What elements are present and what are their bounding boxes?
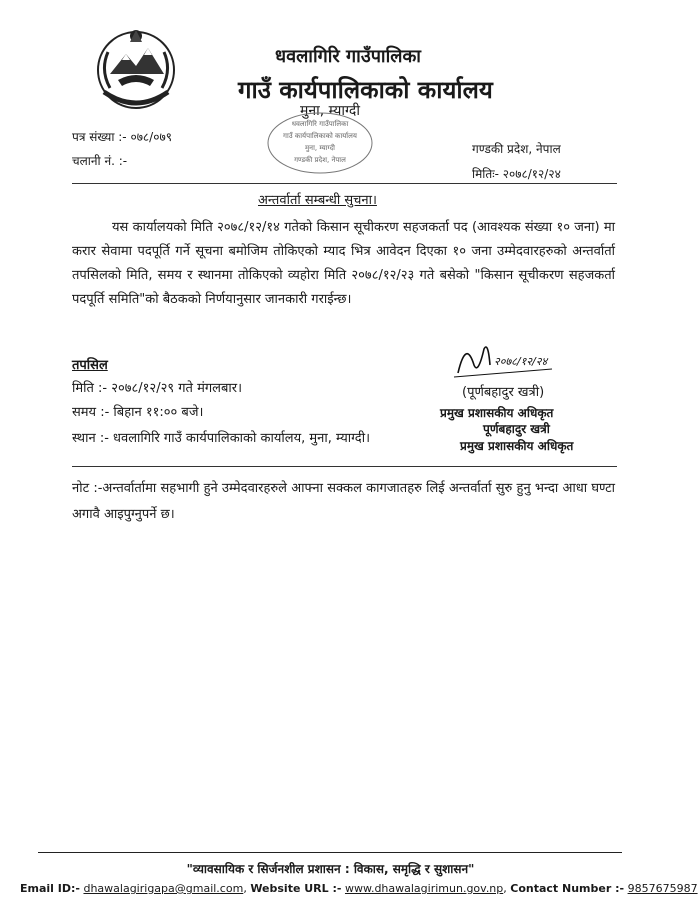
office-stamp [265,110,375,176]
footer-slogan: "व्यावसायिक र सिर्जनशील प्रशासन : विकास, समृद्धि र सुशासन" [186,862,475,876]
office-location: मुना, म्याग्दी [300,103,360,119]
stamp-line-1: धवलागिरि गाउँपालिका [291,120,349,128]
notice-body [72,216,615,312]
notice-body-text: यस कार्यालयको मिति २०७८/१२/१४ गतेको किसान सूचीकरण सहजकर्ता पद (आवश्यक संख्या १० जना) मा करार सेवामा पदपूर्ति गर्ने सूचना बमोजिम तोकिएको म्याद भित्र आवेदन दिएका १० जना उम्मेदवारहरुको अन्तर्वार्ता तपसिलको मिति, समय र स्थानमा तोकिएको व्यहोरा मिति २०७८/१२/२३ गते बसेको "किसान सूचीकरण सहजकर्ता पदपूर्ति समिति"को बैठकको निर्णयानुसार जानकारी गराईन्छ। [72,220,615,307]
separator: , [503,882,507,895]
website-label: Website URL :- [250,882,342,895]
interview-date: मिति :- २०७८/१२/२९ गते मंगलबार। [72,381,243,396]
notice-note: नोट :-अन्तर्वार्तामा सहभागी हुने उम्मेदवारहरुले आफ्ना सक्कल कागजातहरु लिई अन्तर्वार्ता सुरु हुनु भन्दा आधा घण्टा अगावै आइपुग्नुपर्ने छ। [72,481,615,522]
interview-time: समय :- बिहान ११:०० बजे। [72,405,204,420]
signature-scrawl [448,335,558,385]
website-link[interactable]: www.dhawalagirimun.gov.np [344,882,504,895]
header-divider [72,183,617,184]
contact-number[interactable]: 9857675987 [627,882,698,895]
tapasil-heading: तपसिल [72,358,108,373]
footer-contact [20,882,698,895]
municipality-name: धवलागिरि गाउँपालिका [275,46,421,67]
office-name: गाउँ कार्यपालिकाको कार्यालय [238,76,493,104]
signatory-stamp-title: प्रमुख प्रशासकीय अधिकृत [460,439,574,453]
interview-place: स्थान :- धवलागिरि गाउँ कार्यपालिकाको कार्यालय, मुना, म्याग्दी। [72,431,371,446]
stamp-line-2: गाउँ कार्यपालिकाको कार्यालय [283,132,357,140]
signatory-name: (पूर्णबहादुर खत्री) [462,385,545,400]
separator: , [243,882,247,895]
signature-date: २०७८/१२/२४ [494,355,548,368]
signatory-title: प्रमुख प्रशासकीय अधिकृत [440,406,554,420]
letter-date: मितिः- २०७८/१२/२४ [472,167,561,181]
notice-subject: अन्तर्वार्ता सम्बन्धी सुचना। [258,193,377,208]
contact-label: Contact Number :- [510,882,625,895]
government-emblem [90,22,182,114]
note-divider [72,466,617,467]
stamp-line-3: मुना, म्याग्दी [305,144,335,152]
email-link[interactable]: dhawalagirigapa@gmail.com [83,882,244,895]
signatory-stamp-name: पूर्णबहादुर खत्री [483,422,550,436]
footer-divider [38,852,622,853]
letter-number: पत्र संख्या :- ०७८/०७९ [72,130,172,144]
stamp-line-4: गण्डकी प्रदेश, नेपाल [294,156,346,164]
province: गण्डकी प्रदेश, नेपाल [472,142,561,156]
dispatch-number: चलानी नं. :- [72,154,128,168]
email-label: Email ID:- [20,882,80,895]
